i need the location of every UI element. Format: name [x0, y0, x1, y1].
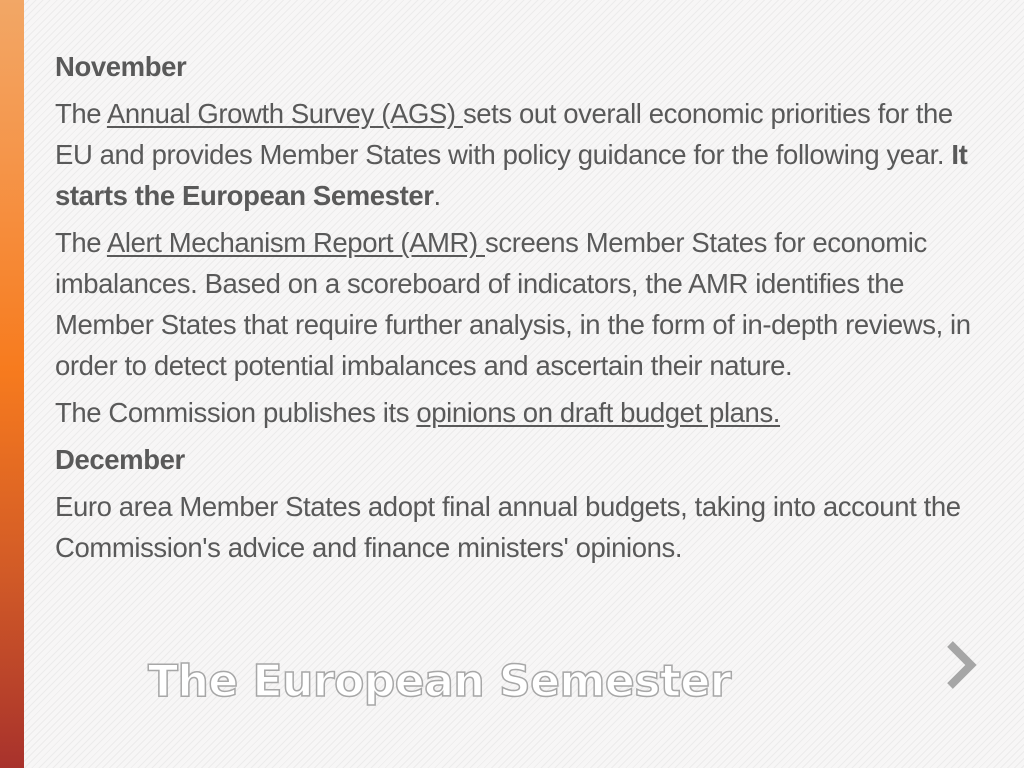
- ags-text: sets out overall economic priorities for the EU and provides Member States with policy guidance for the following year.: [55, 98, 953, 170]
- opinions-link[interactable]: opinions on draft budget plans.: [416, 397, 781, 428]
- opinions-paragraph: [55, 392, 975, 433]
- amr-text: screens Member States for economic imbalances. Based on a scoreboard of indicators, the AMR identifies the Member States that require further analysis, in the form of in-depth reviews, in order to detect potential imbalances and ascertain their nature.: [55, 227, 971, 381]
- ags-suffix: .: [433, 180, 441, 211]
- opinions-prefix: The Commission publishes its: [55, 397, 417, 428]
- heading-november: November: [55, 51, 187, 82]
- chevron-right-icon[interactable]: [944, 640, 978, 690]
- december-paragraph: Euro area Member States adopt final annual budgets, taking into account the Commission's advice and finance ministers' opinions.: [55, 491, 961, 563]
- ags-link[interactable]: Annual Growth Survey (AGS): [106, 98, 463, 129]
- amr-prefix: The: [55, 227, 107, 258]
- ags-prefix: The: [55, 98, 107, 129]
- amr-link[interactable]: Alert Mechanism Report (AMR): [106, 227, 485, 258]
- ags-bold-text: It starts the European Semester: [55, 139, 968, 211]
- accent-side-bar: [0, 0, 24, 768]
- slide-content: [55, 46, 975, 574]
- footer-title: The European Semester: [148, 656, 731, 707]
- amr-paragraph: [55, 222, 975, 386]
- ags-paragraph: [55, 93, 975, 216]
- heading-december: December: [55, 444, 185, 475]
